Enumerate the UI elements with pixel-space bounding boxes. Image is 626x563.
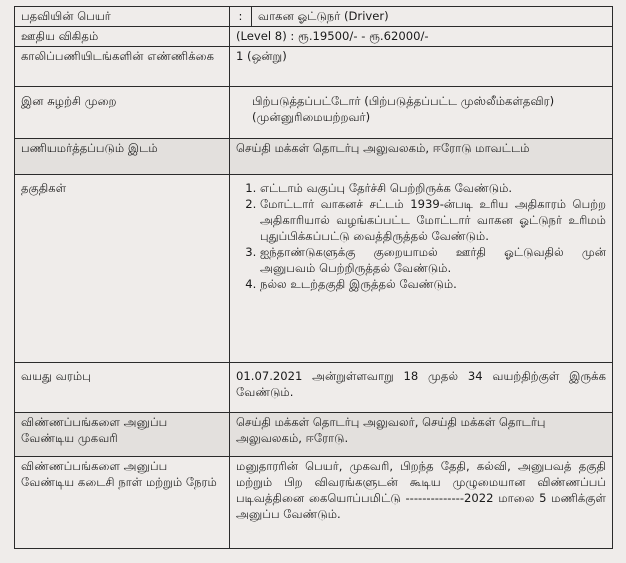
- pay-scale-value: (Level 8) : ரூ.19500/- - ரூ.62000/-: [230, 27, 613, 47]
- row-vacancies: [15, 47, 613, 87]
- qualification-item: 3. ஐந்தாண்டுகளுக்கு குறையாமல் ஊர்தி ஓட்டுவதில் முன் அனுபவம் பெற்றிருத்தல் வேண்டும்.: [260, 244, 606, 276]
- row-deadline: [15, 457, 613, 549]
- recruitment-notice: [14, 6, 612, 549]
- address-value: செய்தி மக்கள் தொடர்பு அலுவலர், செய்தி மக்கள் தொடர்பு அலுவலகம், ஈரோடு.: [230, 413, 613, 457]
- reservation-label: இன சுழற்சி முறை: [15, 87, 230, 139]
- row-reservation: [15, 87, 613, 139]
- age-limit-value: 01.07.2021 அன்றுள்ளவாறு 18 முதல் 34 வயற்திற்குள் இருக்க வேண்டும்.: [230, 363, 613, 413]
- row-post-name: [15, 7, 613, 27]
- row-pay-scale: [15, 27, 613, 47]
- post-name-label: பதவியின் பெயர்: [15, 7, 230, 27]
- colon-separator: :: [230, 7, 252, 27]
- deadline-value: மனுதாரரின் பெயர், முகவரி, பிறந்த தேதி, கல்வி, அனுபவத் தகுதி மற்றும் பிற விவரங்களுடன் கூடிய முழுமையான விண்ணப்பப் படிவத்தினை கையொப்பமிட்டு --------------2022 மாலை 5 மணிக்குள் அனுப்ப வேண்டும்.: [230, 457, 613, 549]
- posting-place-label: பணியமர்த்தப்படும் இடம்: [15, 139, 230, 175]
- posting-place-value: செய்தி மக்கள் தொடர்பு அலுவலகம், ஈரோடு மாவட்டம்: [230, 139, 613, 175]
- qualifications-list: [236, 180, 606, 292]
- post-name-value: வாகன ஓட்டுநர் (Driver): [252, 7, 613, 27]
- qualifications-label: தகுதிகள்: [15, 175, 230, 363]
- pay-scale-label: ஊதிய விகிதம்: [15, 27, 230, 47]
- qualification-item: 4. நல்ல உடற்தகுதி இருத்தல் வேண்டும்.: [260, 276, 606, 292]
- qualification-item: 2. மோட்டார் வாகனச் சட்டம் 1939-ன்படி உரிய அதிகாரம் பெற்ற அதிகாரியால் வழங்கப்பட்ட மோட்டார் வாகன ஓட்டுநர் உரிமம் புதுப்பிக்கப்பட்டு வைத்திருத்தல் வேண்டும்.: [260, 196, 606, 244]
- qualification-item: 1. எட்டாம் வகுப்பு தேர்ச்சி பெற்றிருக்க வேண்டும்.: [260, 180, 606, 196]
- row-address: [15, 413, 613, 457]
- job-details-table: [14, 6, 613, 549]
- row-age-limit: [15, 363, 613, 413]
- age-limit-label: வயது வரம்பு: [15, 363, 230, 413]
- row-qualifications: [15, 175, 613, 363]
- vacancies-label: காலிப்பணியிடங்களின் எண்ணிக்கை: [15, 47, 230, 87]
- vacancies-value: 1 (ஒன்று): [230, 47, 613, 87]
- qualifications-value: [230, 175, 613, 363]
- reservation-value: பிற்படுத்தப்பட்டோர் (பிற்படுத்தப்பட்ட முஸ்லீம்கள்தவிர) (முன்னுரிமையற்றவர்): [230, 87, 613, 139]
- deadline-label: விண்ணப்பங்களை அனுப்ப வேண்டிய கடைசி நாள் மற்றும் நேரம்: [15, 457, 230, 549]
- address-label: விண்ணப்பங்களை அனுப்ப வேண்டிய முகவரி: [15, 413, 230, 457]
- row-posting-place: [15, 139, 613, 175]
